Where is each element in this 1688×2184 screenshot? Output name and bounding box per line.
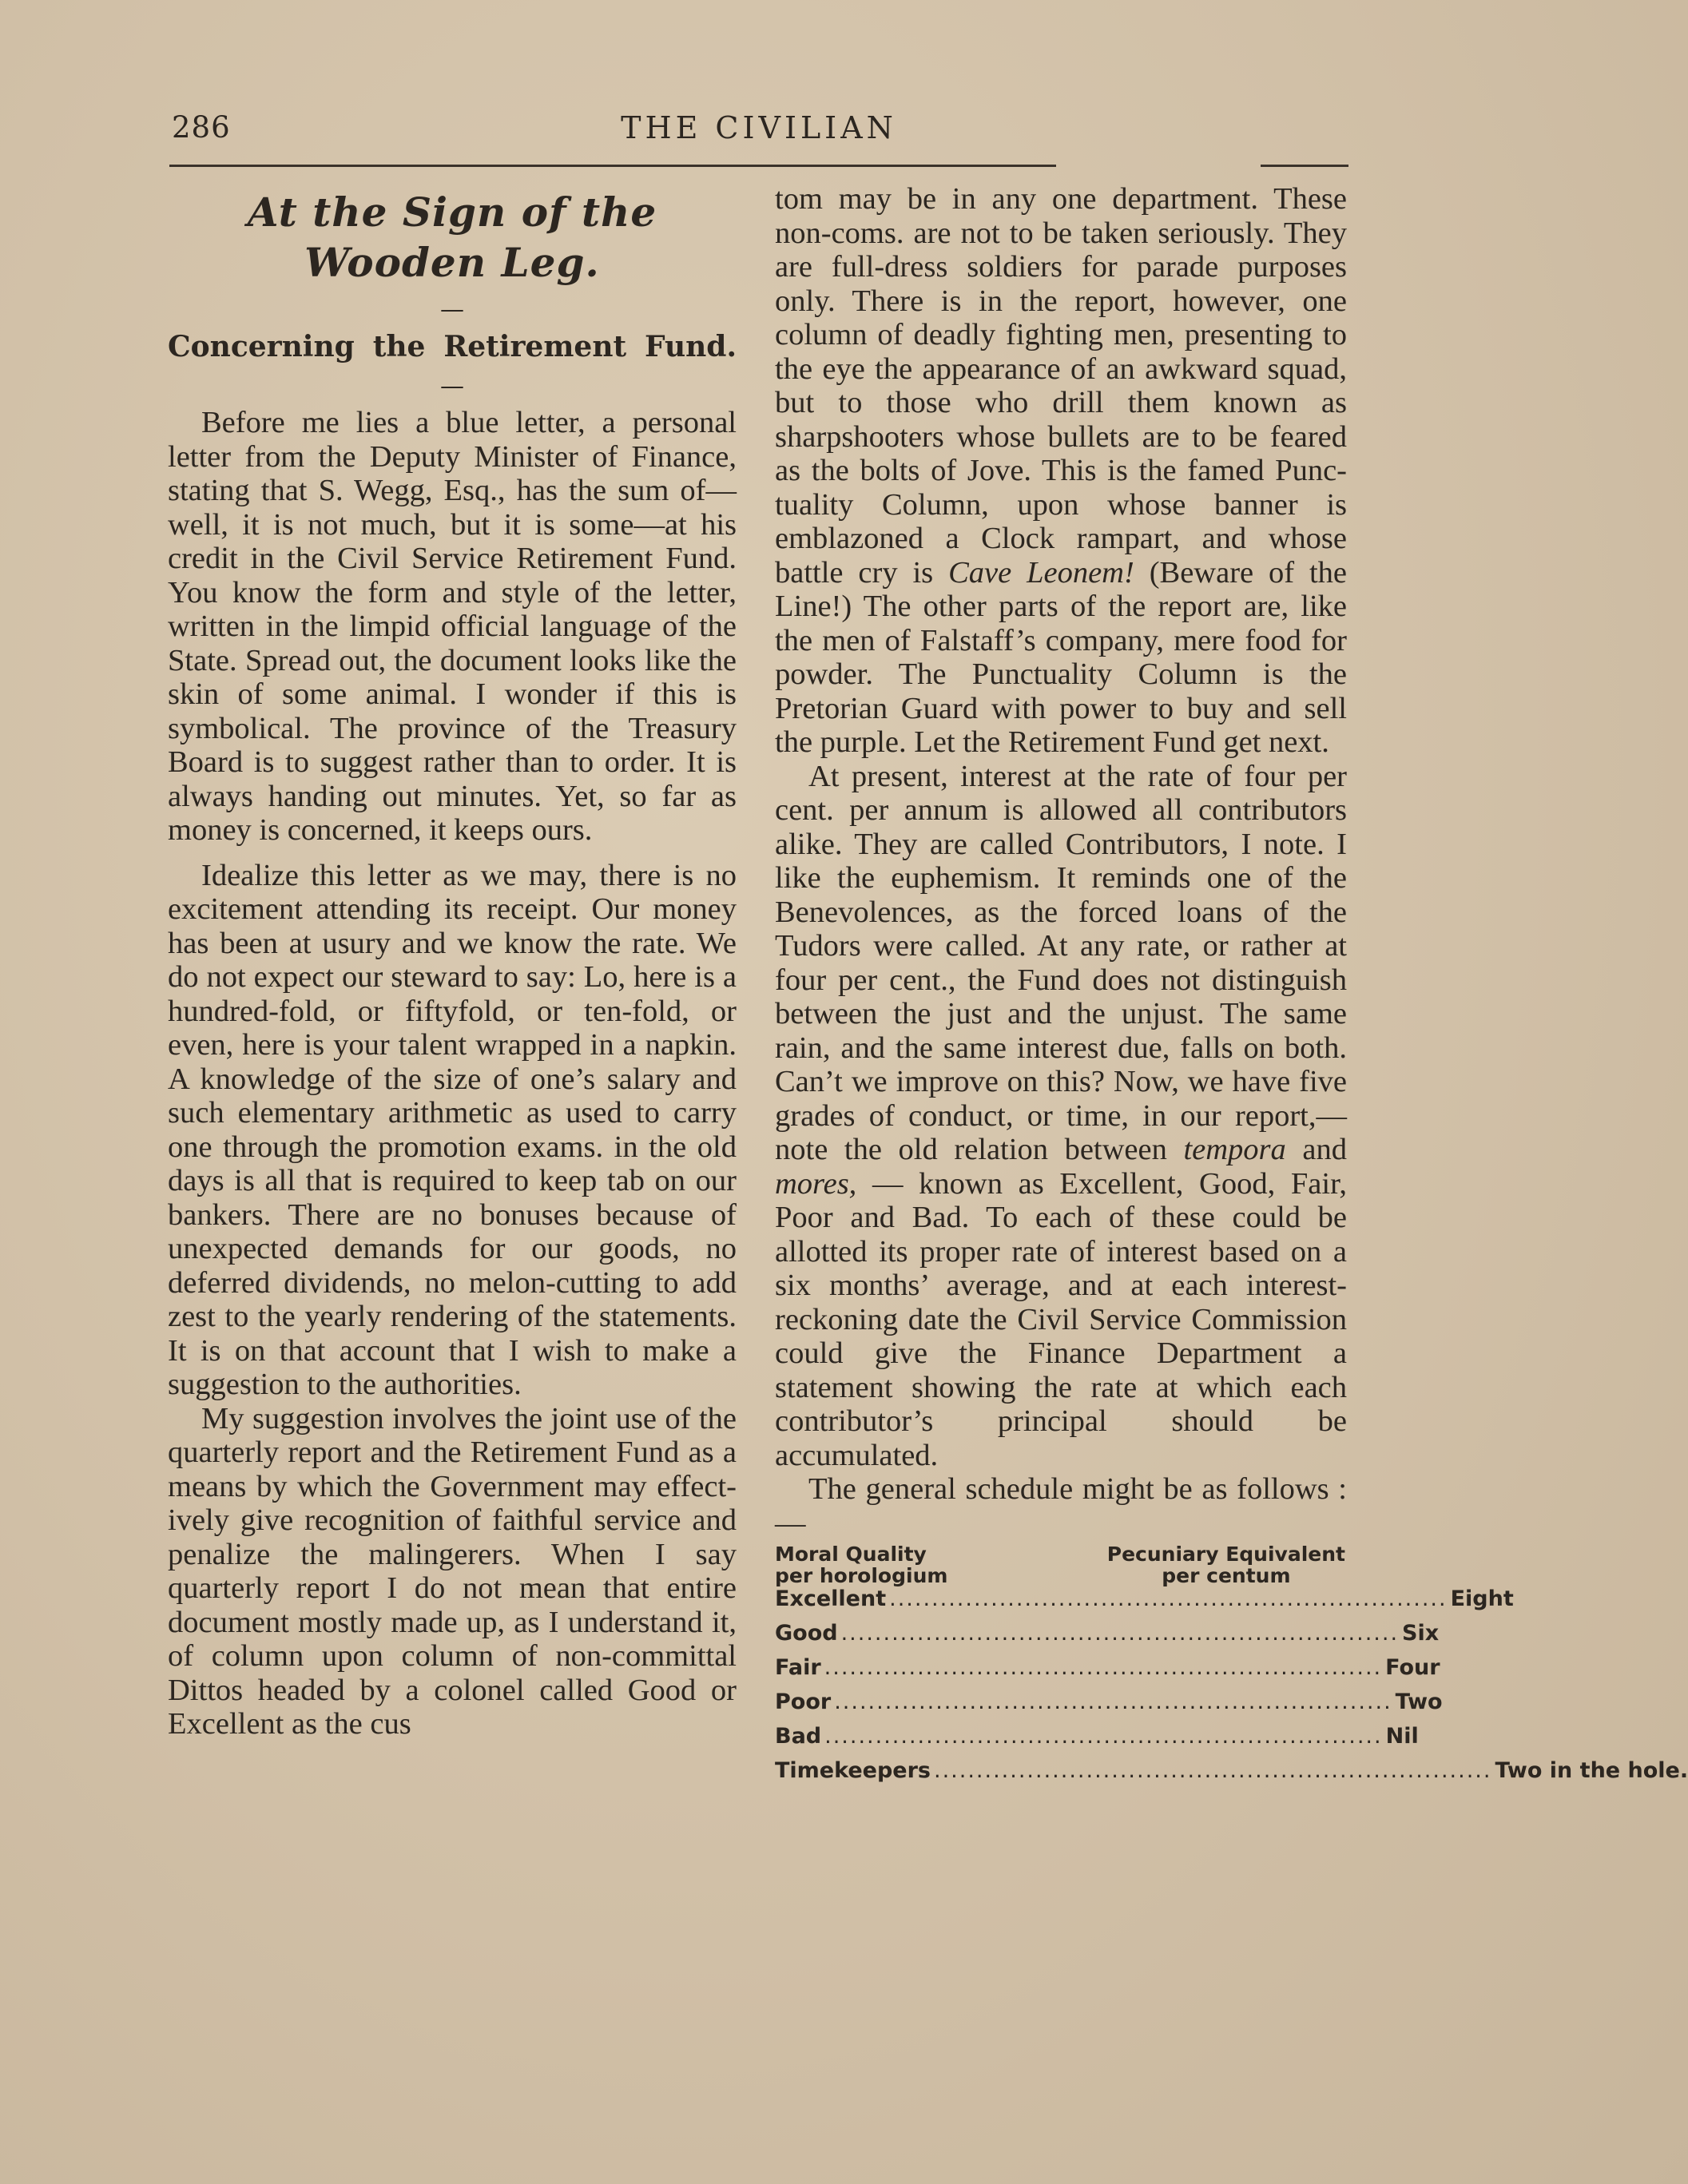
pecuniary-equivalent: Four <box>1385 1655 1440 1680</box>
paragraph-text: — known as Excellent, Good, Fair, Poor and Bad. To each of these could be allotted its proper rate of interest based on a six months’ average, and at each interest-reckoning date the Civil Service Commission could give the Finance Department a statement showing the rate at which each contributor’s principal should be accumulated. <box>775 1166 1347 1472</box>
page-number: 286 <box>172 110 231 145</box>
header-rule-right <box>1261 165 1348 167</box>
schedule-row <box>775 1586 1514 1621</box>
pecuniary-equivalent: Eight <box>1450 1586 1514 1611</box>
pecuniary-equivalent: Nil <box>1385 1724 1419 1749</box>
moral-quality: Poor <box>775 1690 832 1714</box>
dot-leader: .................................................................. <box>889 1586 1448 1611</box>
running-head <box>172 110 1346 150</box>
separator-dash: — <box>440 372 464 400</box>
article-title: At the Sign of the Wooden Leg. <box>247 189 657 286</box>
paragraph <box>775 182 1347 760</box>
schedule-table <box>775 1543 1688 1793</box>
schedule-header <box>775 1543 1347 1586</box>
header-line: Pecuniary Equivalent <box>1106 1543 1345 1566</box>
moral-quality: Bad <box>775 1724 822 1749</box>
dot-leader: .................................................................. <box>934 1758 1492 1783</box>
dot-leader: .................................................................. <box>824 1724 1383 1749</box>
moral-quality: Timekeepers <box>775 1758 931 1783</box>
header-line: per horologium <box>775 1564 948 1587</box>
schedule-row <box>775 1690 1443 1724</box>
schedule-row <box>775 1621 1440 1655</box>
moral-quality: Good <box>775 1621 838 1646</box>
latin-word: mores, <box>775 1166 857 1201</box>
left-column <box>168 182 737 1741</box>
journal-title: THE CIVILIAN <box>621 110 897 145</box>
paragraph: The general schedule might be as follows :— <box>775 1472 1347 1540</box>
paragraph-text: tom may be in any one department. These non-coms. are not to be taken seriously. They are full-dress soldiers for parade purposes only. There is in the report, however, one column of deadly fighting men, presenting to the eye the appearance of an awkward squad, but to those who drill them known as sharpshooters whose bullets are to be feared as the bolts of Jove. This is the famed Punctuality Column, upon whose banner is emblazoned a Clock rampart, and whose battle cry is <box>775 182 1347 590</box>
pecuniary-equivalent: Two in the hole. <box>1495 1758 1688 1783</box>
schedule-header-left <box>775 1543 947 1586</box>
paragraph-text: (Beware of the Line!) The other parts of the report are, like the men of Falstaff’s company, mere food for powder. The Punctuality Column is the Pretorian Guard with power to buy and sell the purple. Let the Retirement Fund get next. <box>775 555 1348 759</box>
paragraph <box>775 760 1347 1473</box>
pecuniary-equivalent: Six <box>1402 1621 1440 1646</box>
header-line: Moral Quality <box>775 1543 927 1566</box>
paragraph-text: and <box>1302 1133 1348 1166</box>
header-line: per centum <box>1162 1564 1291 1587</box>
pecuniary-equivalent: Two <box>1395 1690 1443 1714</box>
dot-leader: .................................................................. <box>840 1621 1400 1646</box>
header-rule-left <box>169 165 1056 167</box>
moral-quality: Excellent <box>775 1586 887 1611</box>
latin-phrase: Cave Leonem! <box>948 555 1134 590</box>
latin-word: tempora <box>1183 1133 1286 1166</box>
paragraph: My suggestion involves the joint use of the quarterly report and the Retirement Fund as a means by which the Government may effectively give recognition of faithful service and penalize the malingerers. When I say quarterly report I do not mean that entire document mostly made up, as I understand it, of column upon column of non-committal Dittos headed by a colonel called Good or Excellent as the cus <box>168 1401 737 1741</box>
schedule-header-right <box>1107 1543 1345 1586</box>
schedule-row <box>775 1655 1440 1690</box>
paragraph-text: At present, interest at the rate of four per cent. per annum is allowed all contributors alike. They are called Contributors, I note. I like the euphemism. It reminds one of the Benevolences, as the forced loans of the Tudors were called. At any rate, or rather at four per cent., the Fund does not distinguish between the just and the unjust. The same rain, and the same interest due, falls on both. Can’t we improve on this? Now, we have five grades of conduct, or time, in our report,—note the old relation between <box>775 759 1347 1166</box>
paragraph: Idealize this letter as we may, there is no excitement attending its receipt. Our money has been at usury and we know the rate. We do not expect our steward to say: Lo, here is a hundred-fold, or fiftyfold, or ten-fold, or even, here is your talent wrapped in a napkin. A knowledge of the size of one’s salary and such elementary arithmetic as used to carry one through the promotion exams. in the old days is all that is required to keep tab on our bankers. There are no bonuses because of unexpected demands for our goods, no deferred dividends, no melon-cutting to add zest to the yearly rendering of the statements. It is on that account that I wish to make a suggestion to the authorities. <box>168 858 737 1401</box>
dot-leader: .................................................................. <box>824 1655 1383 1680</box>
schedule-row <box>775 1724 1419 1758</box>
dot-leader: .................................................................. <box>834 1690 1392 1714</box>
separator-dash: — <box>440 296 464 324</box>
right-column <box>775 182 1688 1793</box>
schedule-row <box>775 1758 1688 1793</box>
article-subheading: Concerning the Retirement Fund. <box>168 330 737 363</box>
paragraph: Before me lies a blue letter, a personal letter from the Deputy Minister of Finance, stating that S. Wegg, Esq., has the sum of—well, it is not much, but it is some—at his credit in the Civil Service Retirement Fund. You know the form and style of the letter, written in the limpid official language of the State. Spread out, the document looks like the skin of some animal. I wonder if this is symbolical. The province of the Treasury Board is to suggest rather than to order. It is always handing out minutes. Yet, so far as money is concerned, it keeps ours. <box>168 406 737 847</box>
moral-quality: Fair <box>775 1655 821 1680</box>
